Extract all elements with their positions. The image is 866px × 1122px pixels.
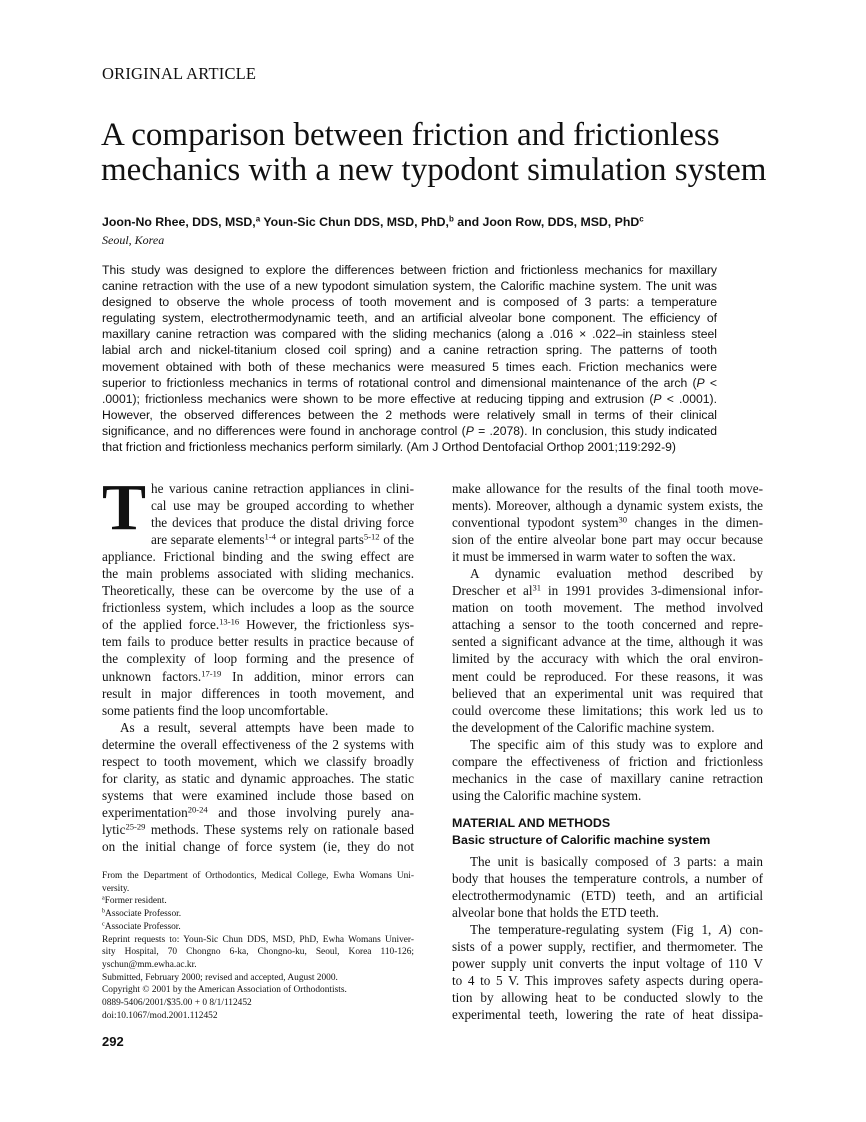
text-segment: frictionless system, which includes a loop as the source	[102, 600, 414, 616]
text-segment: ments). Moreover, although a dynamic system exists, the	[452, 498, 763, 514]
author-location: Seoul, Korea	[102, 233, 165, 247]
text-line	[452, 787, 763, 804]
text-line	[102, 668, 414, 685]
text-segment: lytic	[102, 821, 126, 837]
text-line	[102, 514, 414, 531]
text-segment: 0889-5406/2001/$35.00 + 0 8/1/112452	[102, 998, 252, 1009]
text-line	[102, 531, 414, 548]
superscript-reference: a	[255, 214, 261, 224]
text-line	[102, 870, 414, 883]
superscript-reference: 31	[532, 582, 542, 593]
text-line	[452, 582, 763, 599]
paragraph	[452, 853, 763, 921]
paragraph	[102, 984, 414, 997]
text-line	[102, 972, 414, 985]
text-line	[452, 1006, 763, 1023]
text-segment: Copyright © 2001 by the American Association of Orthodontists.	[102, 985, 347, 996]
text-line	[102, 359, 717, 375]
text-line	[452, 753, 763, 770]
text-line	[452, 938, 763, 955]
text-segment: designed to observe the whole process of tooth movement and is composed of 3 parts: a temperature	[102, 295, 717, 310]
text-line	[102, 921, 414, 934]
text-segment: Submitted, February 2000; revised and accepted, August 2000.	[102, 972, 338, 983]
text-segment: the main problems associated with sliding mechanics.	[102, 566, 414, 582]
text-line	[452, 989, 763, 1006]
text-segment: it must be immersed in warm water to soften the wax.	[452, 549, 736, 565]
text-line	[452, 853, 763, 870]
text-segment: respect to tooth movement, which we classify broadly	[102, 753, 414, 769]
intro-continued	[452, 480, 763, 804]
text-line	[102, 310, 717, 326]
text-line	[102, 650, 414, 667]
paragraph	[452, 565, 763, 735]
text-segment: for clarity, as static and dynamic approaches. The static	[102, 770, 414, 786]
text-line	[102, 821, 414, 838]
left-column-paragraphs	[102, 471, 415, 855]
text-line	[102, 565, 414, 582]
text-segment: electrothermodynamic (ETD) teeth, and an artificial	[452, 887, 763, 903]
text-segment: Youn-Sic Chun DDS, MSD, PhD,	[260, 215, 449, 229]
page-number: 292	[102, 1034, 124, 1049]
text-line	[102, 736, 414, 753]
text-segment: .0001); frictionless mechanics were shown to be more effective at reducing tipping and extrusion (	[102, 391, 654, 406]
paragraph	[102, 972, 414, 985]
text-segment: sity Hospital, 70 Chongno 6-ka, Chongno-ku, Seoul, Korea 110-126;	[102, 947, 414, 958]
text-line	[452, 668, 763, 685]
text-line	[452, 870, 763, 887]
superscript-reference: 1-4	[264, 531, 276, 542]
text-segment: Reprint requests to: Youn-Sic Chun DDS, MSD, PhD, Ewha Womans Univer-	[102, 934, 414, 945]
paragraph	[102, 921, 414, 934]
text-segment: Joon-No Rhee, DDS, MSD,	[102, 215, 256, 229]
text-segment: However, the observed differences between the 2 methods were relatively small in terms of their clinical	[102, 407, 717, 422]
text-segment: = .2078). In conclusion, this study indicated	[473, 423, 717, 438]
text-segment: methods. These systems rely on rationale based	[145, 821, 414, 837]
text-line	[102, 582, 414, 599]
text-line	[102, 770, 414, 787]
text-line	[452, 480, 763, 497]
text-segment: Associate Professor.	[104, 921, 181, 932]
text-segment: using the Calorific machine system.	[452, 787, 642, 803]
right-column-body	[452, 480, 763, 1023]
text-line	[452, 955, 763, 972]
paragraph	[102, 997, 414, 1010]
text-segment: significance, and no differences were found in anchorage control (	[102, 423, 466, 438]
text-segment: believed that an experimental unit was required that	[452, 685, 763, 701]
text-segment: on the initial change of force system (ie, they do not	[102, 838, 414, 854]
superscript-reference: c	[102, 921, 105, 928]
text-line	[452, 702, 763, 719]
text-segment: and those involving purely ana-	[207, 804, 414, 820]
text-segment: versity.	[102, 883, 130, 894]
text-segment: canine retraction with the use of a new typodont simulation system, the Calorific machine system. The unit was	[102, 279, 717, 294]
superscript-reference: 13-16	[219, 616, 240, 627]
superscript-reference: 25-29	[125, 821, 146, 832]
paragraph	[452, 921, 763, 1023]
text-line	[102, 599, 414, 616]
paragraph	[452, 736, 763, 804]
text-segment: doi:10.1067/mod.2001.112452	[102, 1010, 218, 1021]
text-segment: superior to frictionless mechanics in terms of rotational control and dimensional maintenance of the arch (	[102, 375, 697, 390]
text-segment: sion of the entire alveolar bone part may occur because	[452, 532, 763, 548]
text-line	[102, 838, 414, 855]
text-line	[452, 616, 763, 633]
text-segment: maxillary canine retraction was compared with the sliding mechanics (along a .016 × .022–in stainless steel	[102, 327, 717, 342]
text-segment: mechanics in the case of maxillary canine retraction	[452, 770, 763, 786]
text-line	[102, 375, 717, 391]
text-line	[452, 972, 763, 989]
section-label: ORIGINAL ARTICLE	[102, 64, 257, 83]
text-segment: From the Department of Orthodontics, Medical College, Ewha Womans Uni-	[102, 871, 414, 881]
author-list	[102, 215, 644, 229]
text-segment: some patients find the loop uncomfortable.	[102, 702, 329, 718]
text-segment: < .0001).	[661, 391, 717, 406]
superscript-reference: b	[102, 908, 106, 915]
text-line	[102, 685, 414, 702]
methods-paragraphs	[452, 853, 763, 1023]
text-segment: appliance. Frictional binding and the swing effect are	[102, 549, 414, 565]
text-segment: are separate elements	[151, 532, 265, 548]
superscript-reference: c	[639, 214, 644, 224]
text-line	[102, 548, 414, 565]
text-line	[452, 531, 763, 548]
paragraph	[102, 895, 414, 908]
text-line	[452, 685, 763, 702]
text-line	[102, 633, 414, 650]
text-line	[102, 719, 414, 736]
text-segment: power supply unit converts the input voltage of 110 V	[452, 956, 763, 972]
text-segment: the devices that produce the distal driving force	[151, 515, 414, 531]
text-segment: attaching a sensor to the tooth concerned and repre-	[452, 617, 763, 633]
text-segment: compare the effectiveness of friction and frictionless	[452, 753, 763, 769]
text-segment: As a result, several attempts have been made to	[120, 719, 414, 735]
text-segment: of the	[379, 532, 414, 548]
paragraph	[102, 908, 414, 921]
text-line	[452, 599, 763, 616]
text-line	[102, 997, 414, 1010]
text-line	[102, 895, 414, 908]
text-line	[102, 278, 717, 294]
text-segment: limited by the accuracy with which the oral environ-	[452, 651, 763, 667]
text-line	[102, 439, 717, 455]
text-line	[452, 514, 763, 531]
text-line	[102, 883, 414, 896]
text-line	[102, 294, 717, 310]
footnotes	[102, 870, 414, 1022]
text-segment: to 4 to 5 V. This improves safety aspects during opera-	[452, 973, 763, 989]
text-segment: of the applied force.	[102, 617, 220, 633]
text-segment: sists of a power supply, rectifier, and thermometer. The	[452, 939, 763, 955]
text-line	[452, 904, 763, 921]
text-line	[102, 342, 717, 358]
text-segment: make allowance for the results of the final tooth move-	[452, 481, 763, 496]
text-line	[452, 736, 763, 753]
text-segment: regulating system, electrothermodynamic teeth, and an artificial alveolar bone component. The efficiency of	[102, 311, 717, 326]
paragraph	[102, 870, 414, 895]
text-segment: result in major differences in tooth movement, and	[102, 685, 414, 701]
superscript-reference: 20-24	[187, 804, 208, 815]
text-segment: yschun@mm.ewha.ac.kr.	[102, 959, 197, 970]
text-segment: P	[696, 375, 705, 390]
text-line	[102, 391, 717, 407]
text-line	[452, 548, 763, 565]
text-segment: <	[704, 375, 717, 390]
text-segment: The temperature-regulating system (Fig 1,	[470, 922, 720, 938]
text-segment: labial arch and nickel-titanium closed coil spring) and a canine retraction spring. The patterns of tooth	[102, 343, 717, 358]
text-segment: Theoretically, these can be overcome by the use of a	[102, 583, 414, 599]
title-line: mechanics with a new typodont simulation system	[101, 152, 767, 188]
text-line	[102, 959, 414, 972]
paragraph	[452, 480, 763, 565]
text-line	[102, 804, 414, 821]
text-segment: tem fails to produce better results in practice because of	[102, 634, 414, 650]
drop-cap: T	[102, 471, 147, 544]
text-line	[102, 497, 414, 514]
text-line	[102, 702, 414, 719]
text-segment: However, the frictionless sys-	[239, 617, 415, 633]
text-line	[102, 908, 414, 921]
text-segment: P	[465, 423, 474, 438]
text-segment: movement obtained with both of these mechanics were measured 5 times each. Friction mechanics were	[102, 359, 717, 374]
text-segment: that friction and frictionless mechanics perform similarly. (Am J Orthod Dentofacial Orthop 2001;119:292-9)	[102, 440, 676, 455]
paragraph	[102, 471, 415, 719]
text-segment: conventional typodont system	[452, 515, 619, 531]
text-line	[102, 326, 717, 342]
text-segment: Associate Professor.	[105, 909, 182, 920]
text-line	[102, 946, 414, 959]
text-line	[452, 650, 763, 667]
abstract	[102, 262, 717, 455]
text-line	[452, 497, 763, 514]
text-line	[102, 787, 414, 804]
text-segment: In addition, minor errors can	[221, 668, 415, 684]
text-segment: systems that were examined include those based on	[102, 787, 414, 803]
text-line	[452, 921, 763, 938]
text-segment: determine the overall effectiveness of the 2 systems with	[102, 736, 414, 752]
text-segment: sented a significant advance at the time, although it was	[452, 634, 763, 650]
text-segment: the complexity of loop forming and the presence of	[102, 651, 414, 667]
paragraph	[102, 719, 414, 855]
text-segment: experimentation	[102, 804, 188, 820]
text-line	[102, 753, 414, 770]
text-line	[102, 407, 717, 423]
text-segment: experimental teeth, lowering the rate of heat dissipa-	[452, 1007, 763, 1023]
superscript-reference: a	[102, 896, 105, 903]
text-line	[452, 887, 763, 904]
text-segment: The unit is basically composed of 3 parts: a main	[470, 853, 763, 869]
text-segment: Drescher et al	[452, 583, 533, 599]
text-segment: body that houses the temperature controls, a number of	[452, 870, 763, 886]
text-line	[452, 770, 763, 787]
text-segment: mation on tooth movement. The method involved	[452, 600, 763, 616]
text-line	[102, 616, 414, 633]
text-segment: P	[653, 391, 662, 406]
article-title	[101, 118, 801, 188]
text-segment: or integral parts	[275, 532, 364, 548]
text-line	[102, 215, 644, 229]
left-column-body	[102, 471, 415, 855]
text-segment: ment could be reproduced. For these reasons, it was	[452, 668, 763, 684]
paragraph	[102, 262, 717, 455]
superscript-reference: b	[448, 214, 454, 224]
section-heading: MATERIAL AND METHODS	[452, 815, 611, 830]
text-segment: alveolar bone that holds the ETD teeth.	[452, 905, 659, 921]
text-segment: A dynamic evaluation method described by	[470, 566, 763, 582]
text-line	[102, 480, 414, 497]
text-segment: and Joon Row, DDS, MSD, PhD	[453, 215, 640, 229]
text-segment: he various canine retraction appliances in clini-	[151, 481, 414, 496]
text-segment: A	[719, 922, 728, 938]
text-line	[102, 423, 717, 439]
text-line	[102, 262, 717, 278]
subsection-heading: Basic structure of Calorific machine system	[452, 832, 711, 847]
paragraph	[102, 934, 414, 972]
text-line	[102, 934, 414, 947]
superscript-reference: 5-12	[363, 531, 380, 542]
text-line	[102, 984, 414, 997]
text-segment: could overcome these limitations; this work led us to	[452, 702, 763, 718]
text-segment: unknown factors.	[102, 668, 202, 684]
text-line	[452, 719, 763, 736]
superscript-reference: 30	[618, 514, 628, 525]
text-segment: ) con-	[727, 922, 763, 938]
text-line	[452, 633, 763, 650]
text-segment: the development of the Calorific machine system.	[452, 719, 715, 735]
text-segment: changes in the dimen-	[627, 515, 763, 531]
text-line	[452, 565, 763, 582]
text-line	[102, 1010, 414, 1023]
superscript-reference: 17-19	[201, 667, 222, 678]
text-segment: Former resident.	[104, 896, 167, 907]
title-line: A comparison between friction and frictionless	[101, 117, 720, 153]
text-segment: cal use may be grouped according to whether	[151, 498, 414, 514]
text-segment: tion by allowing heat to be conducted slowly to the	[452, 990, 763, 1006]
text-segment: in 1991 provides 3-dimensional infor-	[541, 583, 763, 599]
paragraph	[102, 1010, 414, 1023]
text-segment: The specific aim of this study was to explore and	[470, 736, 763, 752]
text-segment: This study was designed to explore the differences between friction and frictionless mechanics for maxillary	[102, 263, 717, 277]
